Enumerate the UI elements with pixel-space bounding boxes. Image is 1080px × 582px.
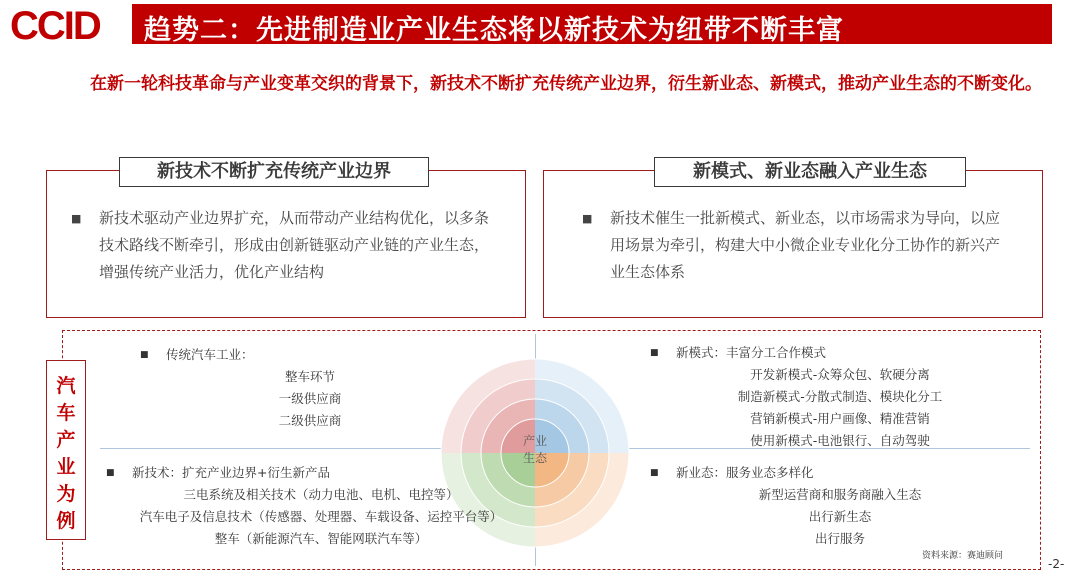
quadrant-heading bbox=[650, 462, 1030, 484]
source-note: 资料来源：赛迪顾问 bbox=[922, 551, 1004, 561]
page-title: 趋势二：先进制造业产业生态将以新技术为纽带不断丰富 bbox=[144, 15, 844, 46]
quadrant-new-tech bbox=[106, 462, 536, 550]
quadrant-heading-text: 新模式：丰富分工合作模式 bbox=[676, 345, 827, 360]
left-box-text: 新技术驱动产业边界扩充，从而带动产业结构优化，以多条技术路线不断牵引，形成由创新链驱动产业链的产业生态，增强传统产业活力，优化产业结构 bbox=[99, 209, 490, 281]
side-char: 车 bbox=[56, 402, 76, 424]
bullet-square-icon: ■ bbox=[71, 212, 82, 225]
right-box-text: 新技术催生一批新模式、新业态，以市场需求为导向，以应用场景为牵引，构建大中小微企业专业化分工协作的新兴产业生态体系 bbox=[610, 209, 1001, 281]
list-item: 出行新生态 bbox=[808, 509, 872, 524]
quadrant-heading bbox=[106, 462, 536, 484]
list-item: 二级供应商 bbox=[278, 413, 342, 428]
intro-paragraph: 在新一轮科技革命与产业变革交织的背景下，新技术不断扩充传统产业边界，衍生新业态、新模式，推动产业生态的不断变化。 bbox=[90, 74, 1042, 94]
left-box-title: 新技术不断扩充传统产业边界 bbox=[119, 157, 429, 187]
side-char: 例 bbox=[56, 510, 76, 532]
left-box-body bbox=[71, 205, 501, 286]
center-label-line2: 生态 bbox=[522, 451, 548, 465]
bullet-square-icon: ■ bbox=[582, 212, 593, 225]
quadrant-heading-text: 传统汽车工业： bbox=[166, 347, 254, 362]
right-box-title: 新模式、新业态融入产业生态 bbox=[654, 157, 966, 187]
list-item: 整车环节 bbox=[284, 369, 335, 384]
quadrant-heading bbox=[140, 344, 480, 366]
page-number: -2- bbox=[1048, 557, 1065, 571]
list-item: 制造新模式-分散式制造、模块化分工 bbox=[737, 389, 943, 404]
bullet-square-icon: ■ bbox=[140, 350, 149, 360]
side-label-text bbox=[47, 373, 85, 535]
side-char: 业 bbox=[56, 456, 76, 478]
list-item: 使用新模式-电池银行、自动驾驶 bbox=[750, 433, 930, 448]
list-item: 开发新模式-众筹众包、软硬分离 bbox=[750, 367, 930, 382]
quadrant-heading bbox=[650, 342, 1030, 364]
left-box bbox=[46, 161, 526, 318]
logo-text: CCID bbox=[10, 4, 100, 46]
title-bar bbox=[132, 4, 1052, 44]
quadrant-new-mode bbox=[650, 342, 1030, 452]
quadrant-heading-text: 新技术：扩充产业边界+衍生新产品 bbox=[132, 465, 330, 480]
ccid-logo bbox=[10, 4, 122, 46]
side-char: 产 bbox=[56, 429, 76, 451]
list-item: 一级供应商 bbox=[278, 391, 342, 406]
bullet-square-icon: ■ bbox=[650, 468, 659, 478]
list-item: 营销新模式-用户画像、精准营销 bbox=[750, 411, 930, 426]
side-label bbox=[46, 360, 86, 540]
list-item: 汽车电子及信息技术（传感器、处理器、车载设备、运控平台等） bbox=[139, 509, 503, 524]
right-box-body bbox=[582, 205, 1012, 286]
list-item: 整车（新能源汽车、智能网联汽车等） bbox=[214, 531, 428, 546]
quadrant-new-format bbox=[650, 462, 1030, 550]
bullet-square-icon: ■ bbox=[106, 468, 115, 478]
bullet-square-icon: ■ bbox=[650, 348, 659, 358]
center-label-line1: 产业 bbox=[522, 434, 548, 448]
side-char: 为 bbox=[56, 483, 76, 505]
quadrant-heading-text: 新业态：服务业态多样化 bbox=[676, 465, 814, 480]
right-box bbox=[543, 161, 1043, 318]
list-item: 出行服务 bbox=[814, 531, 865, 546]
list-item: 新型运营商和服务商融入生态 bbox=[758, 487, 922, 502]
side-char: 汽 bbox=[56, 375, 76, 397]
list-item: 三电系统及相关技术（动力电池、电机、电控等） bbox=[183, 487, 459, 502]
quadrant-traditional bbox=[140, 344, 480, 432]
